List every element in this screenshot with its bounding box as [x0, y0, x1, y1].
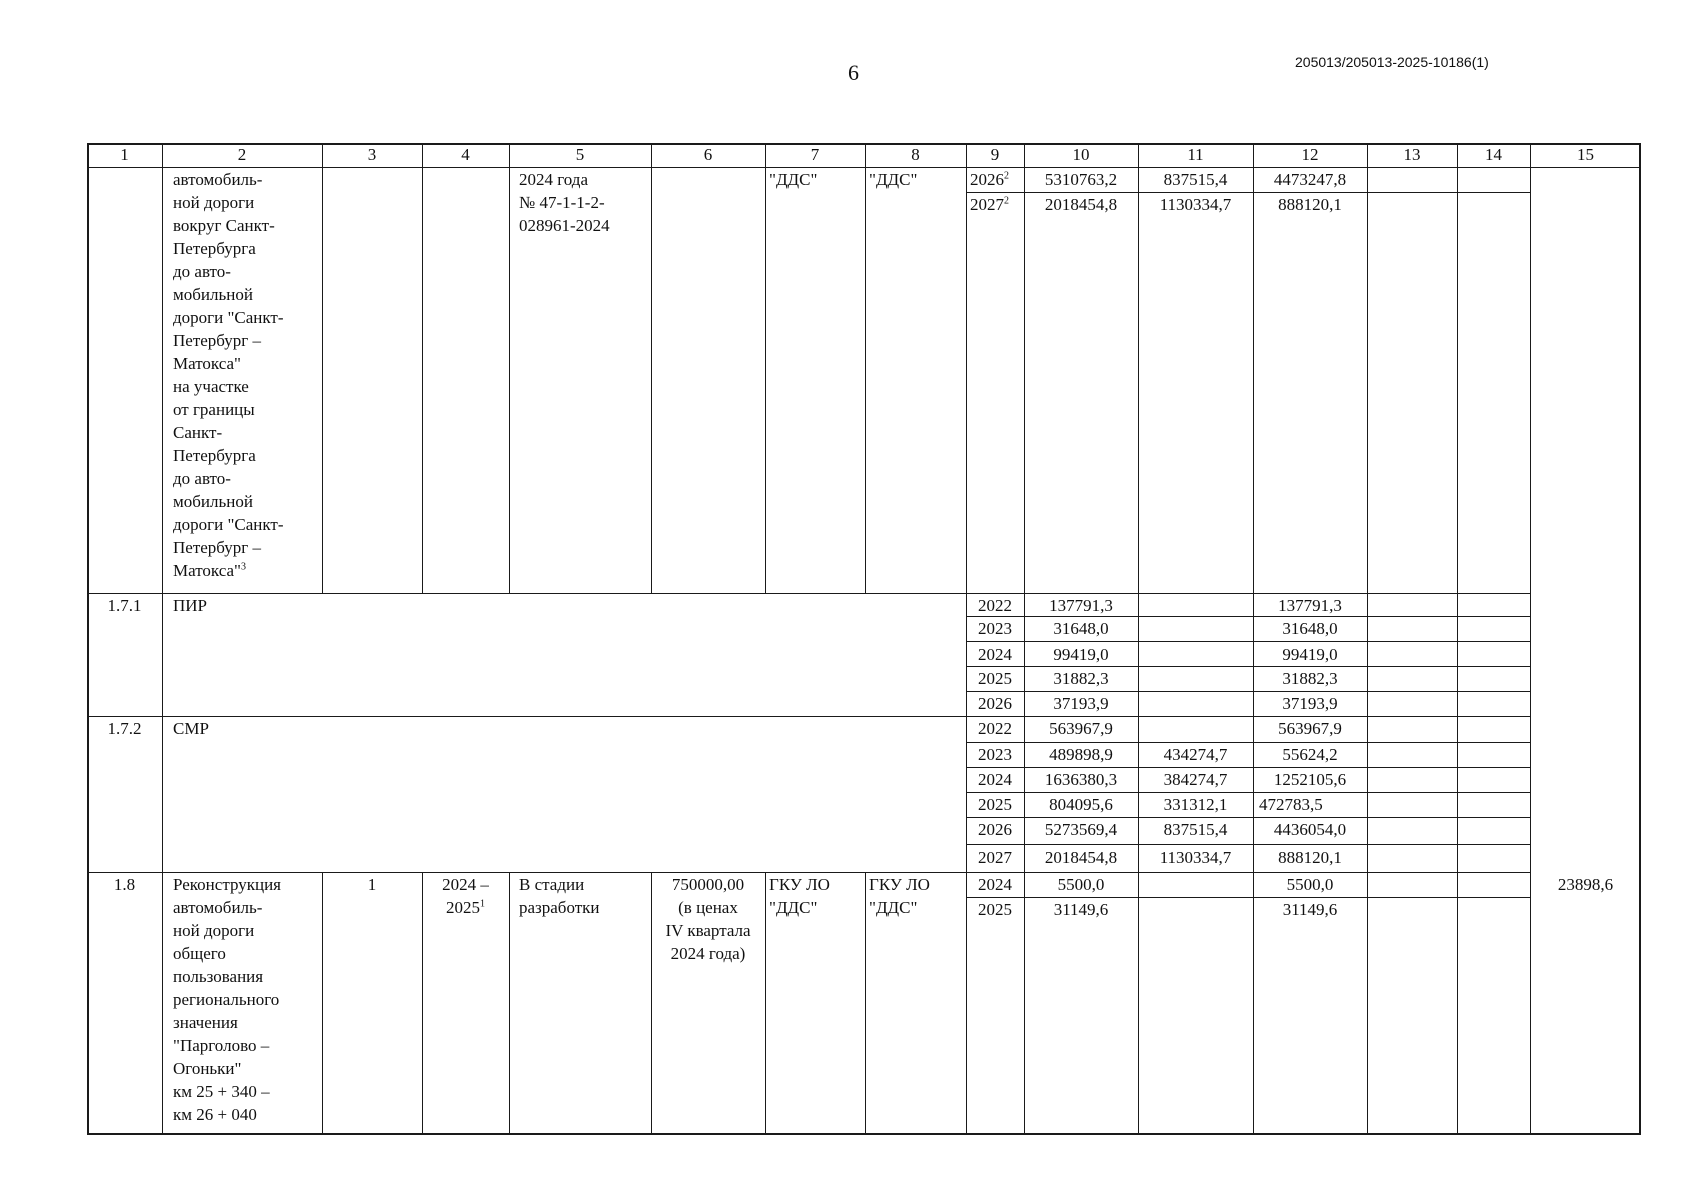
- year-cell: 2025: [978, 900, 1012, 919]
- text-line: до авто-: [173, 262, 231, 281]
- term-cell: [422, 873, 509, 919]
- col-divider-3a: [422, 143, 423, 593]
- text-line: дороги "Санкт-: [173, 308, 284, 327]
- year-line: [966, 844, 1530, 845]
- text-line: (в ценах: [678, 898, 738, 917]
- text-line: 2024 года): [670, 944, 746, 963]
- col-header-5: 5: [575, 145, 585, 164]
- amount-regional: 472783,5: [1259, 795, 1323, 814]
- year-cell: 2024: [978, 770, 1012, 789]
- text-line: В стадии: [519, 875, 585, 894]
- year-cell: 2025: [978, 795, 1012, 814]
- text-line: 2024 года: [519, 170, 589, 189]
- year-cell: 2022: [978, 719, 1012, 738]
- text-line: Матокса": [173, 354, 241, 373]
- amount-regional: 5500,0: [1286, 875, 1334, 894]
- text-line-part: Матокса": [173, 561, 241, 580]
- header-row-divider: [87, 167, 1641, 168]
- year-cell: 2022: [978, 596, 1012, 615]
- col-header-6: 6: [703, 145, 713, 164]
- col-divider-10: [1138, 143, 1139, 1135]
- amount-total: 804095,6: [1049, 795, 1113, 814]
- year-cell: 2024: [978, 645, 1012, 664]
- text-line: Огоньки": [173, 1059, 242, 1078]
- amount-regional: 888120,1: [1278, 195, 1342, 214]
- text-line: Санкт-: [173, 423, 223, 442]
- col-header-9: 9: [990, 145, 1000, 164]
- text-line: до авто-: [173, 469, 231, 488]
- col-header-2: 2: [237, 145, 247, 164]
- col-divider-2b: [322, 872, 323, 1135]
- year-cell: 2027: [978, 848, 1012, 867]
- year-text: 2027: [970, 195, 1004, 214]
- data-table: [87, 143, 1641, 1135]
- year-cell: 2025: [978, 669, 1012, 688]
- row-label: СМР: [173, 719, 209, 738]
- approval-cell: [519, 873, 649, 919]
- text-line: км 26 + 040: [173, 1105, 257, 1124]
- text-line: [173, 559, 318, 582]
- col-divider-6a: [765, 143, 766, 593]
- amount-regional: 31648,0: [1282, 619, 1338, 638]
- text-line: км 25 + 340 –: [173, 1082, 270, 1101]
- col-header-15: 15: [1577, 145, 1594, 164]
- amount-federal: 837515,4: [1163, 170, 1228, 189]
- text-line: значения: [173, 1013, 238, 1032]
- amount-total: 37193,9: [1053, 694, 1109, 713]
- amount-total: 5273569,4: [1044, 820, 1118, 839]
- col-header-12: 12: [1301, 145, 1319, 164]
- footnote-mark: 3: [241, 561, 246, 573]
- table-border-left: [87, 143, 89, 1135]
- amount-federal: 1130334,7: [1159, 848, 1232, 867]
- col-header-14: 14: [1485, 145, 1502, 164]
- col-divider-7b: [865, 872, 866, 1135]
- developer-cell: "ДДС": [869, 170, 918, 189]
- amount-total: 2018454,8: [1044, 195, 1118, 214]
- text-line: общего: [173, 944, 226, 963]
- amount-regional: 888120,1: [1278, 848, 1342, 867]
- text-line: Петербург –: [173, 331, 262, 350]
- amount-regional: 137791,3: [1278, 596, 1342, 615]
- text-line: ГКУ ЛО: [869, 875, 930, 894]
- amount-total: 99419,0: [1053, 645, 1109, 664]
- year-text: 2026: [970, 170, 1004, 189]
- col-header-10: 10: [1072, 145, 1090, 164]
- footnote-mark: 1: [480, 898, 485, 910]
- amount-total: 137791,3: [1049, 596, 1113, 615]
- text-line: регионального: [173, 990, 280, 1009]
- text-line: мобильной: [173, 285, 253, 304]
- amount-federal: 384274,7: [1163, 770, 1228, 789]
- text-line: Петербург –: [173, 538, 262, 557]
- amount-total: 5310763,2: [1044, 170, 1118, 189]
- col-divider-13: [1457, 143, 1458, 1135]
- object-name-cell: [173, 168, 318, 582]
- col-header-7: 7: [810, 145, 820, 164]
- year-cell: 2024: [978, 875, 1012, 894]
- limit-cell: 23898,6: [1557, 875, 1614, 894]
- approval-cell: [519, 168, 649, 237]
- amount-total: 489898,9: [1049, 745, 1113, 764]
- col-divider-5a: [651, 143, 652, 593]
- text-line: ГКУ ЛО: [769, 875, 830, 894]
- row-number: 1.7.1: [107, 596, 142, 615]
- object-name-cell: [173, 873, 320, 1126]
- developer-cell: [869, 873, 964, 919]
- cost-cell: [651, 873, 765, 965]
- amount-regional: 99419,0: [1282, 645, 1338, 664]
- document-id: 205013/205013-2025-10186(1): [1295, 54, 1489, 70]
- text-line: "ДДС": [769, 898, 818, 917]
- col-divider-7a: [865, 143, 866, 593]
- amount-total: 2018454,8: [1044, 848, 1118, 867]
- footnote-mark: 2: [1004, 195, 1009, 207]
- text-line: "Парголово –: [173, 1036, 270, 1055]
- amount-regional: 4473247,8: [1273, 170, 1347, 189]
- col-divider-6b: [765, 872, 766, 1135]
- text-line: № 47-1-1-2-: [519, 193, 605, 212]
- text-line: вокруг Санкт-: [173, 216, 275, 235]
- text-line: автомобиль-: [173, 170, 263, 189]
- text-line: Петербурга: [173, 446, 256, 465]
- table-border-right: [1639, 143, 1641, 1135]
- col-divider-4b: [509, 872, 510, 1135]
- amount-regional: 55624,2: [1282, 745, 1338, 764]
- text-line: 2025: [446, 898, 480, 917]
- col-divider-2a: [322, 143, 323, 593]
- text-line: на участке: [173, 377, 249, 396]
- text-line: пользования: [173, 967, 264, 986]
- row-number: 1.8: [113, 875, 136, 894]
- row-number: 1.7.2: [107, 719, 142, 738]
- col-header-1: 1: [120, 145, 129, 164]
- amount-regional: 31882,3: [1282, 669, 1338, 688]
- year-cell: [970, 168, 1009, 191]
- amount-total: 563967,9: [1049, 719, 1113, 738]
- amount-federal: 434274,7: [1163, 745, 1228, 764]
- amount-federal: 837515,4: [1163, 820, 1228, 839]
- col-divider-14: [1530, 143, 1531, 1135]
- year-cell: 2023: [978, 619, 1012, 638]
- amount-total: 31149,6: [1053, 900, 1109, 919]
- year-cell: 2023: [978, 745, 1012, 764]
- text-line: мобильной: [173, 492, 253, 511]
- text-line: Реконструкция: [173, 875, 282, 894]
- amount-regional: 563967,9: [1278, 719, 1342, 738]
- row-label: ПИР: [173, 596, 208, 615]
- amount-total: 5500,0: [1057, 875, 1105, 894]
- col-divider-1: [162, 143, 163, 1135]
- customer-cell: [769, 873, 864, 919]
- text-line: разработки: [519, 898, 600, 917]
- customer-cell: "ДДС": [769, 170, 818, 189]
- col-header-13: 13: [1403, 145, 1421, 164]
- amount-regional: 37193,9: [1282, 694, 1338, 713]
- amount-total: 31648,0: [1053, 619, 1109, 638]
- year-cell: 2026: [978, 820, 1012, 839]
- amount-regional: 1252105,6: [1273, 770, 1347, 789]
- table-border-bottom: [87, 1133, 1641, 1135]
- year-cell: [970, 193, 1009, 216]
- capacity-cell: 1: [367, 875, 377, 894]
- amount-regional: 31149,6: [1282, 900, 1338, 919]
- text-line: автомобиль-: [173, 898, 263, 917]
- col-header-3: 3: [367, 145, 377, 164]
- text-line: дороги "Санкт-: [173, 515, 284, 534]
- year-line: [966, 641, 1530, 642]
- amount-federal: 331312,1: [1163, 795, 1228, 814]
- text-line: ной дороги: [173, 921, 255, 940]
- text-line: 750000,00: [671, 875, 745, 894]
- text-line: 028961-2024: [519, 216, 610, 235]
- col-divider-4a: [509, 143, 510, 593]
- year-cell: 2026: [978, 694, 1012, 713]
- footnote-mark: 2: [1004, 170, 1009, 182]
- text-line: IV квартала: [665, 921, 751, 940]
- text-line: Петербурга: [173, 239, 256, 258]
- col-header-4: 4: [461, 145, 470, 164]
- col-divider-12: [1367, 143, 1368, 1135]
- text-line: "ДДС": [869, 898, 918, 917]
- col-header-8: 8: [911, 145, 920, 164]
- page-number: 6: [848, 60, 859, 85]
- amount-total: 1636380,3: [1044, 770, 1118, 789]
- text-line: 2024 –: [442, 875, 489, 894]
- text-line: ной дороги: [173, 193, 255, 212]
- amount-total: 31882,3: [1053, 669, 1109, 688]
- col-header-11: 11: [1187, 145, 1204, 164]
- amount-federal: 1130334,7: [1159, 195, 1232, 214]
- amount-regional: 4436054,0: [1273, 820, 1347, 839]
- text-line: от границы: [173, 400, 255, 419]
